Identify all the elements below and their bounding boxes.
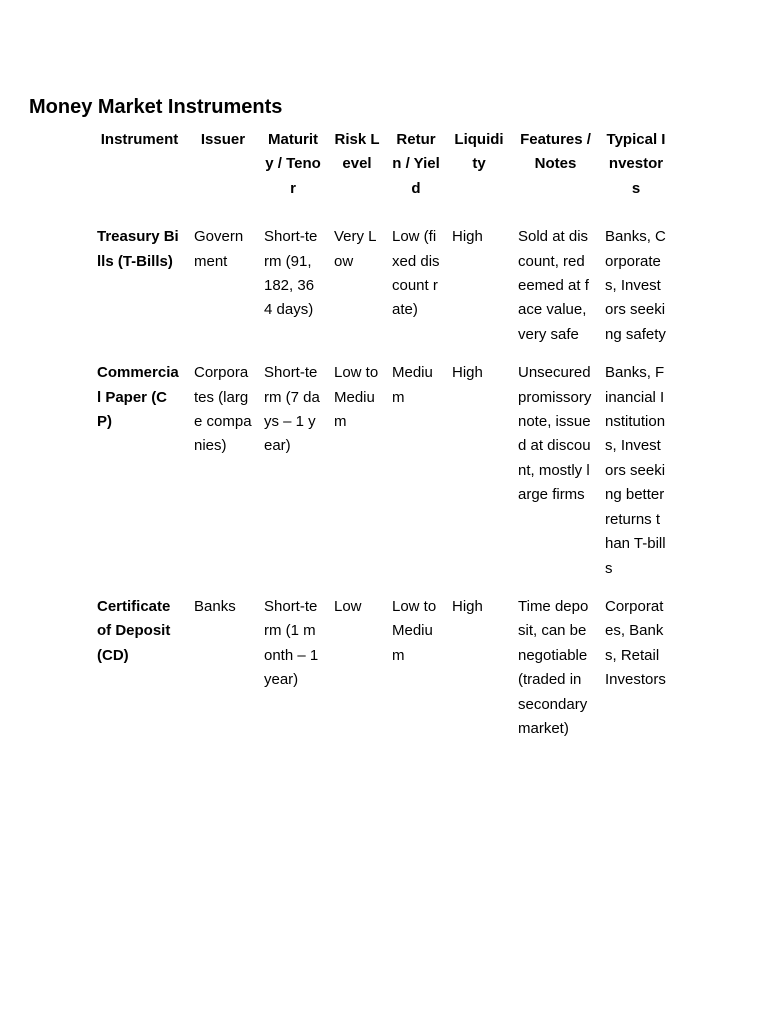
cell-features-notes: Sold at discount, redeemed at face value, very safe xyxy=(518,228,589,343)
cell-risk-level: Low xyxy=(334,597,362,615)
table-header-row xyxy=(91,128,673,225)
cell-instrument: Certificate of Deposit (CD) xyxy=(97,597,171,664)
cell-liquidity: High xyxy=(452,228,483,246)
cell-typical-investors: Banks, Corporates, Investors seeking safety xyxy=(605,228,666,343)
cell-return-yield: Low (fixed discount rate) xyxy=(392,228,440,319)
cell-return-yield: Medium xyxy=(392,364,433,406)
column-header-issuer: Issuer xyxy=(200,131,246,148)
column-header-liquidity: Liquidity xyxy=(454,131,504,173)
cell-return-yield: Low to Medium xyxy=(392,597,437,664)
column-header-instrument: Instrument xyxy=(100,131,179,148)
cell-liquidity: High xyxy=(452,597,483,615)
money-market-table xyxy=(91,128,673,755)
cell-features-notes: Unsecured promissory note, issued at discount, mostly large firms xyxy=(518,364,592,504)
cell-typical-investors: Banks, Financial Institutions, Investors seeking better returns than T-bills xyxy=(605,364,666,577)
cell-maturity: Short-term (7 days – 1 year) xyxy=(264,364,320,455)
cell-issuer: Banks xyxy=(194,597,236,615)
cell-maturity: Short-term (1 month – 1 year) xyxy=(264,597,319,689)
table-row xyxy=(91,595,673,755)
document-title: Money Market Instruments xyxy=(29,96,283,118)
cell-features-notes: Time deposit, can be negotiable (traded in secondary market) xyxy=(518,597,589,737)
cell-risk-level: Low to Medium xyxy=(334,364,379,431)
column-header-risk-level: Risk Level xyxy=(334,131,380,173)
cell-instrument: Treasury Bills (T-Bills) xyxy=(97,228,179,270)
column-header-return-yield: Return / Yield xyxy=(392,131,440,197)
cell-issuer: Corporates (large companies) xyxy=(194,364,252,455)
table-row xyxy=(91,225,673,361)
cell-liquidity: High xyxy=(452,364,483,382)
cell-maturity: Short-term (91, 182, 364 days) xyxy=(264,228,318,319)
column-header-maturity: Maturity / Tenor xyxy=(265,131,321,197)
cell-issuer: Government xyxy=(194,228,244,270)
cell-typical-investors: Corporates, Banks, Retail Investors xyxy=(605,597,666,689)
cell-risk-level: Very Low xyxy=(334,228,377,270)
table-row xyxy=(91,361,673,595)
cell-instrument: Commercial Paper (CP) xyxy=(97,364,179,431)
column-header-features-notes: Features / Notes xyxy=(520,131,591,173)
column-header-typical-investors: Typical Investors xyxy=(606,131,666,197)
